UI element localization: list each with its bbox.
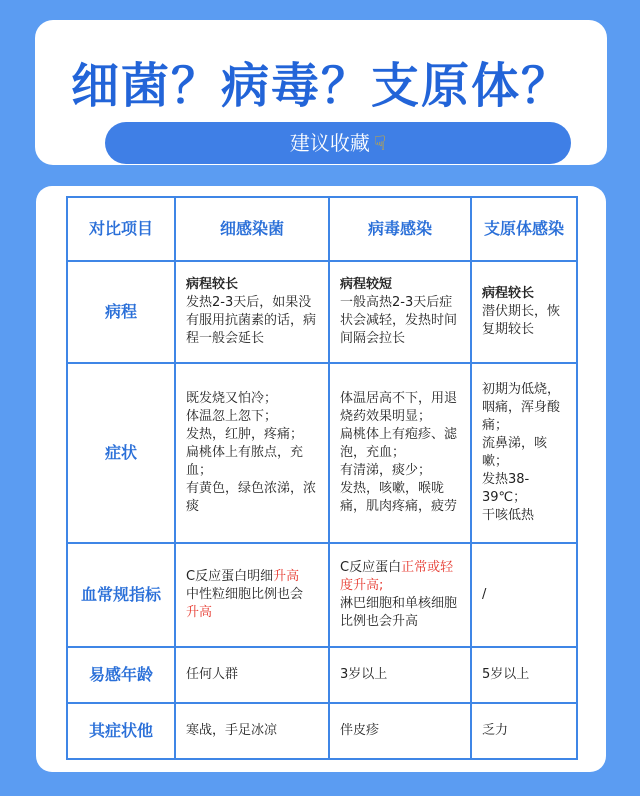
cell-virus-blood-test [329,543,471,647]
subtitle-text: 建议收藏 [289,131,370,155]
highlight-text: 升高 [273,569,300,584]
header-card [35,20,607,165]
cell-mycoplasma-course [471,261,577,363]
cell-mycoplasma-blood-test: / [471,543,577,647]
highlight-text: 升高 [186,605,213,620]
cell-virus-age: 3岁以上 [329,647,471,703]
subtitle-banner [105,122,571,164]
page-title: 细菌？病毒？支原体？ [70,58,571,114]
cell-mycoplasma-symptoms: 初期为低烧，咽痛，浑身酸痛； 流鼻涕，咳嗽； 发热38-39℃； 干咳低热 [471,363,577,543]
header-mycoplasma: 支原体感染 [471,197,577,261]
cell-bold-text: 病程较短 [340,277,393,292]
header-bacteria: 细感染菌 [175,197,329,261]
table-row [67,647,577,703]
cell-virus-symptoms: 体温居高不下，用退烧药效果明显； 扁桃体上有疱疹、滤泡，充血； 有清涕，痰少； 发热，咳嗽，喉咙痛，肌肉疼痛，疲劳 [329,363,471,543]
cell-text: C反应蛋白明细 [186,569,274,584]
table-row [67,703,577,759]
comparison-table [66,196,578,760]
pointing-down-hand-icon: ☟ [373,131,387,155]
row-label-blood-test: 血常规指标 [67,543,175,647]
row-label-course: 病程 [67,261,175,363]
cell-text: 淋巴细胞和单核细胞比例也会升高 [340,596,458,629]
cell-mycoplasma-age: 5岁以上 [471,647,577,703]
row-label-symptoms: 症状 [67,363,175,543]
cell-bacteria-age: 任何人群 [175,647,329,703]
cell-bacteria-blood-test [175,543,329,647]
cell-bacteria-other: 寒战，手足冰凉 [175,703,329,759]
table-row [67,261,577,363]
cell-text: C反应蛋白 [340,560,402,575]
cell-virus-course [329,261,471,363]
cell-text: 发热2-3天后，如果没有服用抗菌素的话，病程一般会延长 [186,295,317,346]
cell-virus-other: 伴皮疹 [329,703,471,759]
cell-text: 一般高热2-3天后症状会减轻，发热时间间隔会拉长 [340,295,458,346]
header-virus: 病毒感染 [329,197,471,261]
row-label-age: 易感年龄 [67,647,175,703]
cell-text: 潜伏期长，恢复期较长 [482,304,561,337]
cell-bold-text: 病程较长 [186,277,239,292]
row-label-other-symptoms: 其症状他 [67,703,175,759]
cell-bacteria-course [175,261,329,363]
table-header-row [67,197,577,261]
table-row [67,543,577,647]
cell-text: 中性粒细胞比例也会 [186,587,304,602]
highlight-text: 正常或轻度升高; [340,560,454,593]
cell-bacteria-symptoms: 既发烧又怕冷； 体温忽上忽下； 发热，红肿，疼痛； 扁桃体上有脓点，充血； 有黄色，绿色浓涕，浓痰 [175,363,329,543]
cell-bold-text: 病程较长 [482,286,535,301]
table-row [67,363,577,543]
cell-mycoplasma-other: 乏力 [471,703,577,759]
header-compare-item: 对比项目 [67,197,175,261]
comparison-table-card [36,186,606,772]
